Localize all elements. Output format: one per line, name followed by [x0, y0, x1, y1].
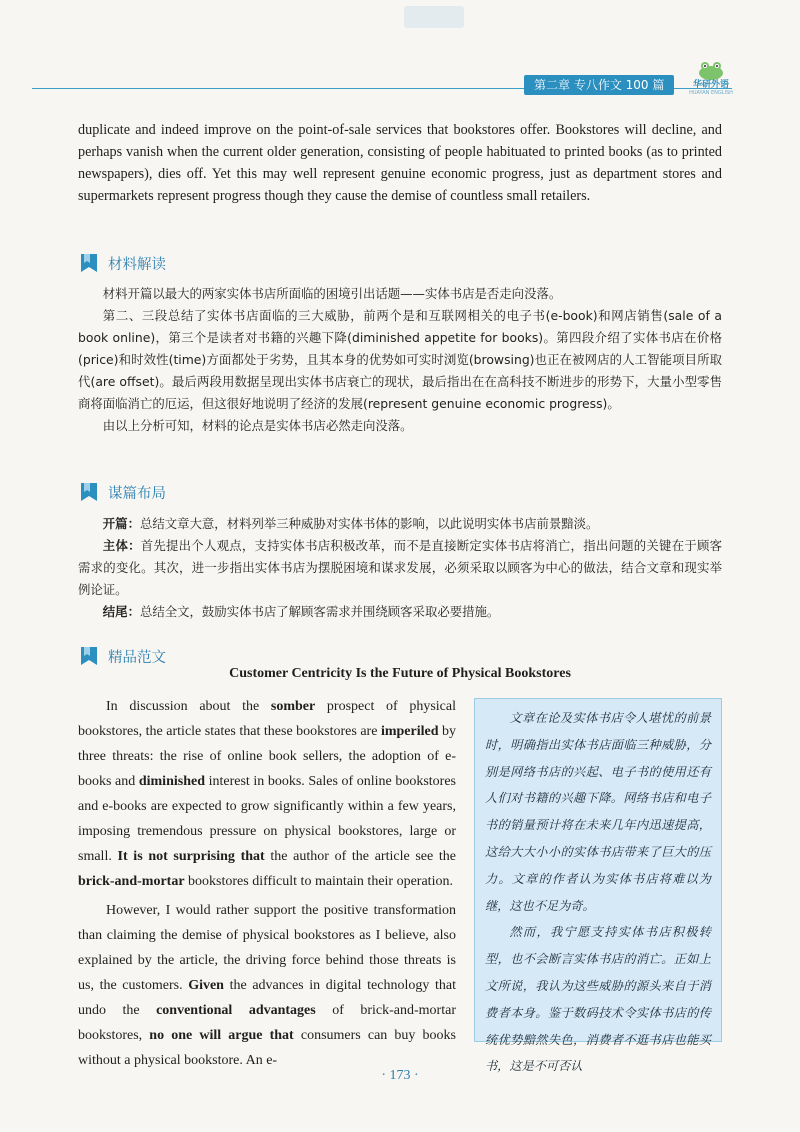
bookmark-icon	[78, 481, 100, 503]
text-run: by three threats: the rise of online book sellers, the adoption of e-books and	[78, 724, 456, 789]
page-number: · 173 ·	[381, 1068, 419, 1083]
emphasized-phrase: imperiled	[380, 724, 439, 739]
emphasized-phrase: diminished	[138, 774, 205, 789]
essay-paragraph	[78, 694, 456, 894]
analysis-text	[78, 283, 722, 437]
analysis-paragraph: 第二、三段总结了实体书店面临的三大威胁，前两个是和互联网相关的电子书(e-book)和网店销售(sale of a book online)，第三个是读者对书籍的兴趣下降(diminished appetite for books)。第四段介绍了实体书店在价格(price)和时效性(time)方面都处于劣势，且其本身的优势如可实时浏览(browsing)也正在被网店的人工智能项目所取代(are offset)。最后两段用数据呈现出实体书店衰亡的现状，最后指出在在高科技不断进步的形势下，大量小型零售商将面临消亡的厄运，但这很好地说明了经济的发展(represent genuine economic progress)。	[78, 308, 722, 411]
emphasized-phrase: conventional advantages	[156, 1003, 316, 1018]
structure-item-text: 总结全文，鼓励实体书店了解顾客需求并围绕顾客采取必要措施。	[139, 604, 500, 619]
structure-label: 开篇：	[102, 516, 140, 531]
emphasized-phrase: Given	[188, 978, 224, 993]
text-run: interest in books. Sales of online bookstores and e-books are expected to grow significantly within a few years, imposing tremendous pressure on physical bookstores, large or small.	[78, 774, 456, 864]
structure-text	[78, 513, 722, 623]
section-model-title: 精品范文	[108, 649, 166, 666]
frog-logo-icon	[696, 60, 726, 80]
bookmark-icon	[78, 252, 100, 274]
structure-item-opening	[78, 513, 722, 535]
analysis-paragraph: 由以上分析可知，材料的论点是实体书店必然走向没落。	[102, 418, 413, 433]
text-run: prospect of physical bookstores, the article states that these bookstores are	[78, 699, 456, 739]
structure-item-ending	[78, 601, 722, 623]
essay-title: Customer Centricity Is the Future of Physical Bookstores	[229, 666, 571, 681]
top-ghost-mark	[404, 6, 464, 28]
emphasized-phrase: It is not surprising that	[117, 849, 265, 864]
emphasized-phrase: no one will argue that	[149, 1028, 294, 1043]
translation-paragraph: 文章在论及实体书店令人堪忧的前景时，明确指出实体书店面临三种威胁，分别是网络书店的兴起、电子书的使用还有人们对书籍的兴趣下降。网络书店和电子书的销量预计将在未来几年内迅速提高，这给大大小小的实体书店带来了巨大的压力。文章的作者认为实体书店将难以为继，这也不足为奇。	[485, 711, 711, 913]
intro-paragraph: duplicate and indeed improve on the point-of-sale services that bookstores offer. Bookstores will decline, and perhaps vanish when the current older generation, consisting of people habituated to printed books (as to printed newspapers), dies off. Yet this may well represent genuine economic progress, just as department stores and supermarkets represent progress though they cause the demise of countless small retailers.	[78, 122, 722, 204]
chapter-tab: 第二章 专八作文 100 篇	[524, 75, 674, 95]
text-run: bookstores difficult to maintain their operation.	[184, 874, 453, 889]
text-run: In discussion about the	[106, 699, 271, 714]
logo-subtitle: HUAYAN ENGLISH	[689, 90, 733, 96]
logo-name: 华研外语	[692, 80, 729, 90]
emphasized-phrase: somber	[270, 699, 316, 714]
structure-item-body	[78, 535, 722, 601]
essay-paragraph	[78, 898, 456, 1073]
chinese-translation-box	[474, 698, 722, 1074]
section-structure-heading	[78, 479, 166, 505]
text-run: the author of the article see the	[264, 849, 456, 864]
structure-label: 主体：	[102, 538, 141, 553]
text-run: the advances in digital technology that undo the	[78, 978, 456, 1018]
section-analysis-title: 材料解读	[108, 256, 166, 273]
section-structure-title: 谋篇布局	[108, 485, 166, 502]
analysis-paragraph: 材料开篇以最大的两家实体书店所面临的困境引出话题——实体书店是否走向没落。	[102, 286, 562, 301]
bookmark-icon	[78, 645, 100, 667]
structure-item-text: 总结文章大意，材料列举三种威胁对实体书体的影响，以此说明实体书店前景黯淡。	[139, 516, 599, 531]
section-analysis-heading	[78, 250, 166, 276]
structure-item-text: 首先提出个人观点，支持实体书店积极改革，而不是直接断定实体书店将消亡，指出问题的关键在于顾客需求的变化。其次，进一步指出实体书店为摆脱困境和谋求发展，必须采取以顾客为中心的做法，结合文章和现实举例论证。	[78, 538, 723, 597]
essay-body	[78, 694, 456, 1073]
emphasized-phrase: brick-and-mortar	[78, 874, 185, 889]
structure-label: 结尾：	[102, 604, 140, 619]
publisher-logo	[683, 60, 739, 98]
text-run: consumers can buy books without a physical bookstore. An e-	[78, 1028, 456, 1068]
translation-paragraph: 然而，我宁愿支持实体书店积极转型，也不会断言实体书店的消亡。正如上文所说，我认为这些威胁的源头来自于消费者本身。鉴于数码技术令实体书店的传统优势黯然失色，消费者不逛书店也能买书，这是不可否认	[485, 925, 711, 1074]
text-run: of brick-and-mortar bookstores,	[78, 1003, 456, 1043]
text-run: However, I would rather support the positive transformation than claiming the demise of physical bookstores as I believe, also explained by the article, the driving force behind those threats is us, the customers.	[78, 903, 456, 993]
